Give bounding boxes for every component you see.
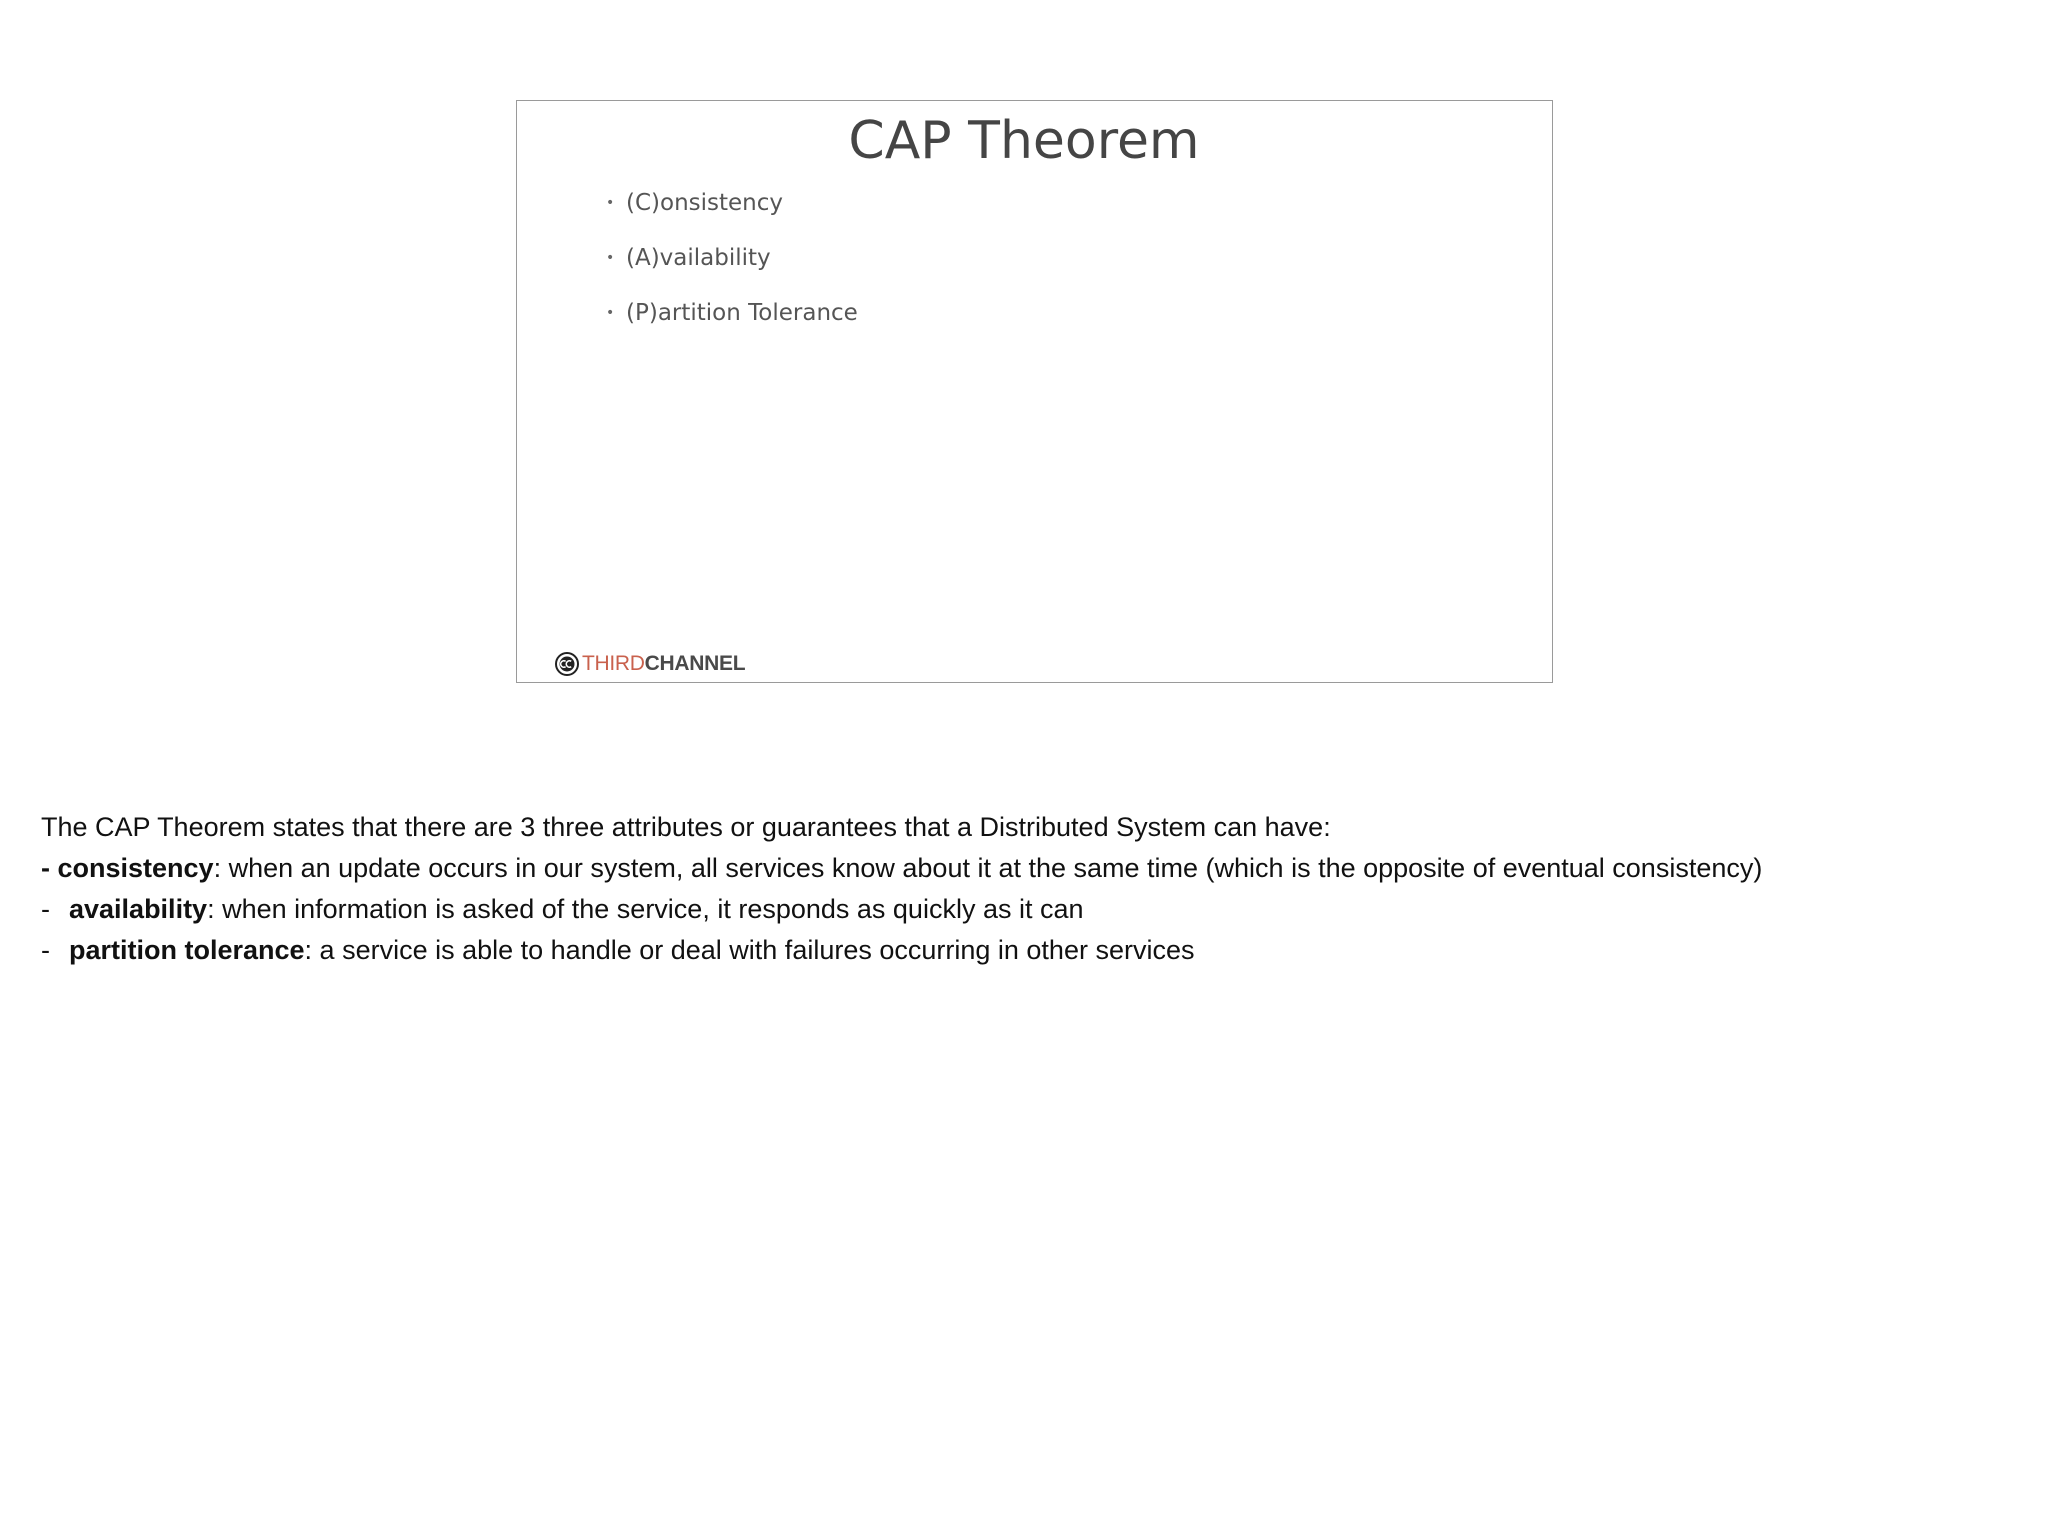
bullet-dot-icon: •: [606, 305, 615, 321]
notes-item-availability: [41, 889, 2031, 930]
slide-bullet-list: [606, 185, 858, 350]
bullet-item-partition-tolerance: [606, 295, 858, 350]
bullet-item-consistency: [606, 185, 858, 240]
note-term: partition tolerance: [69, 935, 305, 965]
speaker-notes: [41, 807, 2031, 971]
thirdchannel-logo: [555, 650, 745, 678]
note-text: : a service is able to handle or deal with failures occurring in other services: [304, 935, 1195, 965]
bullet-dot-icon: •: [606, 250, 615, 266]
bullet-item-availability: [606, 240, 858, 295]
bullet-dot-icon: •: [606, 195, 615, 211]
notes-intro: The CAP Theorem states that there are 3 three attributes or guarantees that a Distributed System can have:: [41, 812, 1331, 842]
note-dash: -: [41, 935, 50, 965]
logo-text-third: THIRD: [582, 652, 645, 675]
note-dash: -: [41, 853, 58, 883]
slide-title: CAP Theorem: [848, 111, 1200, 171]
bullet-label: (C)onsistency: [626, 190, 784, 216]
notes-item-partition-tolerance: [41, 930, 2031, 971]
bullet-label: (P)artition Tolerance: [626, 300, 858, 326]
note-text: : when information is asked of the service, it responds as quickly as it can: [207, 894, 1084, 924]
notes-item-consistency: [41, 848, 2031, 889]
logo-wordmark: [582, 650, 745, 678]
bullet-label: (A)vailability: [626, 245, 771, 271]
note-term: availability: [69, 894, 208, 924]
note-dash: -: [41, 894, 50, 924]
note-term: consistency: [57, 853, 214, 883]
logo-text-channel: CHANNEL: [644, 652, 746, 675]
thirdchannel-logo-icon: [555, 652, 579, 676]
note-text: : when an update occurs in our system, all services know about it at the same time (which is the opposite of eventual consistency): [213, 853, 1763, 883]
